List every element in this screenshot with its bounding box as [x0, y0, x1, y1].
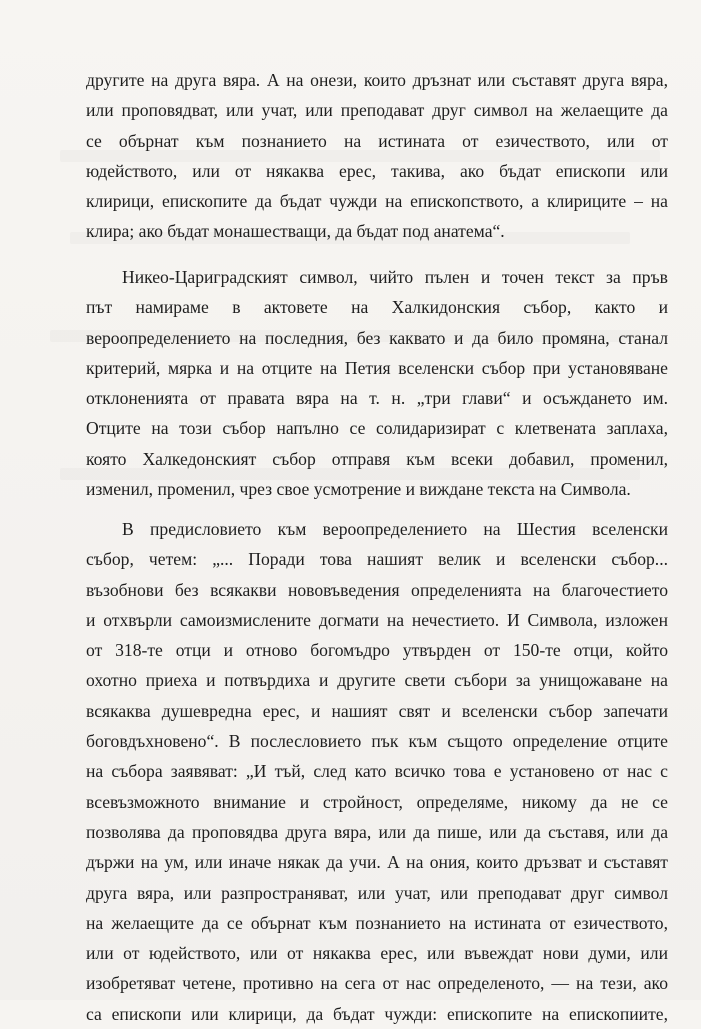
- text-line: В предисловието към вероопределението на Шестия вселенски: [122, 519, 668, 539]
- text-line: възобнови без всякакви нововъведения определенията на благочестието: [86, 579, 668, 600]
- text-line: боговдъхновено“. В послесловието пък към същото определение отците: [86, 731, 668, 752]
- text-line: се обърнат към познанието на истината от езичеството, или от: [86, 130, 668, 151]
- text-line: другите на друга вяра. А на онези, които дръзнат или съставят друга вяра,: [86, 70, 668, 90]
- text-line: юдейството, или от някаква ерес, такива, ако бъдат епископи или: [86, 160, 668, 181]
- text-line: която Халкедонският събор отправя към всеки добавил, променил,: [86, 448, 668, 469]
- text-line: вероопределението на последния, без каквато и да било промяна, станал: [86, 327, 668, 348]
- text-line: изобретяват четене, противно на сега от нас определеното, — на тези, ако: [86, 973, 668, 994]
- paragraph-3: [86, 514, 668, 1029]
- text-line: клира; ако бъдат монашестващи, да бъдат под анатема“.: [86, 221, 505, 242]
- text-line: и отхвърли самоизмислените догмати на нечестието. И Символа, изложен: [86, 609, 668, 630]
- text-line: държи на ум, или иначе някак да учи. А на ония, които дръзват и съставят: [86, 852, 668, 873]
- text-line: охотно приеха и потвърдиха и другите свети събори за унищожаване на: [86, 670, 668, 691]
- paragraph-1: [86, 65, 668, 247]
- text-line: Отците на този събор напълно се солидаризират с клетвената заплаха,: [86, 418, 668, 439]
- text-line: на желаещите да се обърнат към познанието на истината от езичеството,: [86, 912, 668, 933]
- text-line: път намираме в актовете на Халкидонския събор, както и: [86, 297, 668, 318]
- text-line: или проповядват, или учат, или преподават друг символ на желаещите да: [86, 100, 668, 121]
- text-line: от 318-те отци и отново богомъдро утвърден от 150-те отци, който: [86, 640, 668, 661]
- text-line: друга вяра, или разпространяват, или учат, или преподават друг символ: [86, 882, 668, 903]
- text-line: позволява да проповядва друга вяра, или да пише, или да съставя, или да: [86, 821, 668, 842]
- text-line: са епископи или клирици, да бъдат чужди: епископите на епископиите,: [86, 1003, 668, 1024]
- text-line: или от юдейството, или от някаква ерес, или въвеждат нови думи, или: [86, 943, 668, 964]
- text-line: всевъзможното внимание и стройност, определяме, никому да не се: [86, 791, 668, 812]
- paragraph-2: [86, 262, 668, 504]
- text-line: събор, четем: „... Поради това нашият велик и вселенски събор...: [86, 549, 668, 570]
- text-line: критерий, мярка и на отците на Петия вселенски събор при установяване: [86, 357, 668, 378]
- text-line: изменил, променил, чрез свое усмотрение и виждане текста на Символа.: [86, 479, 631, 500]
- text-line: Никео-Цариградският символ, чийто пълен и точен текст за пръв: [122, 267, 668, 287]
- text-line: на събора заявяват: „И тъй, след като всичко това е установено от нас с: [86, 761, 668, 782]
- text-line: всякаква душевредна ерес, и нашият свят и вселенски събор запечати: [86, 700, 668, 721]
- text-line: отклоненията от правата вяра на т. н. „три глави“ и осъждането им.: [86, 388, 668, 409]
- text-line: клирици, епископите да бъдат чужди на епископството, а клириците – на: [86, 191, 668, 212]
